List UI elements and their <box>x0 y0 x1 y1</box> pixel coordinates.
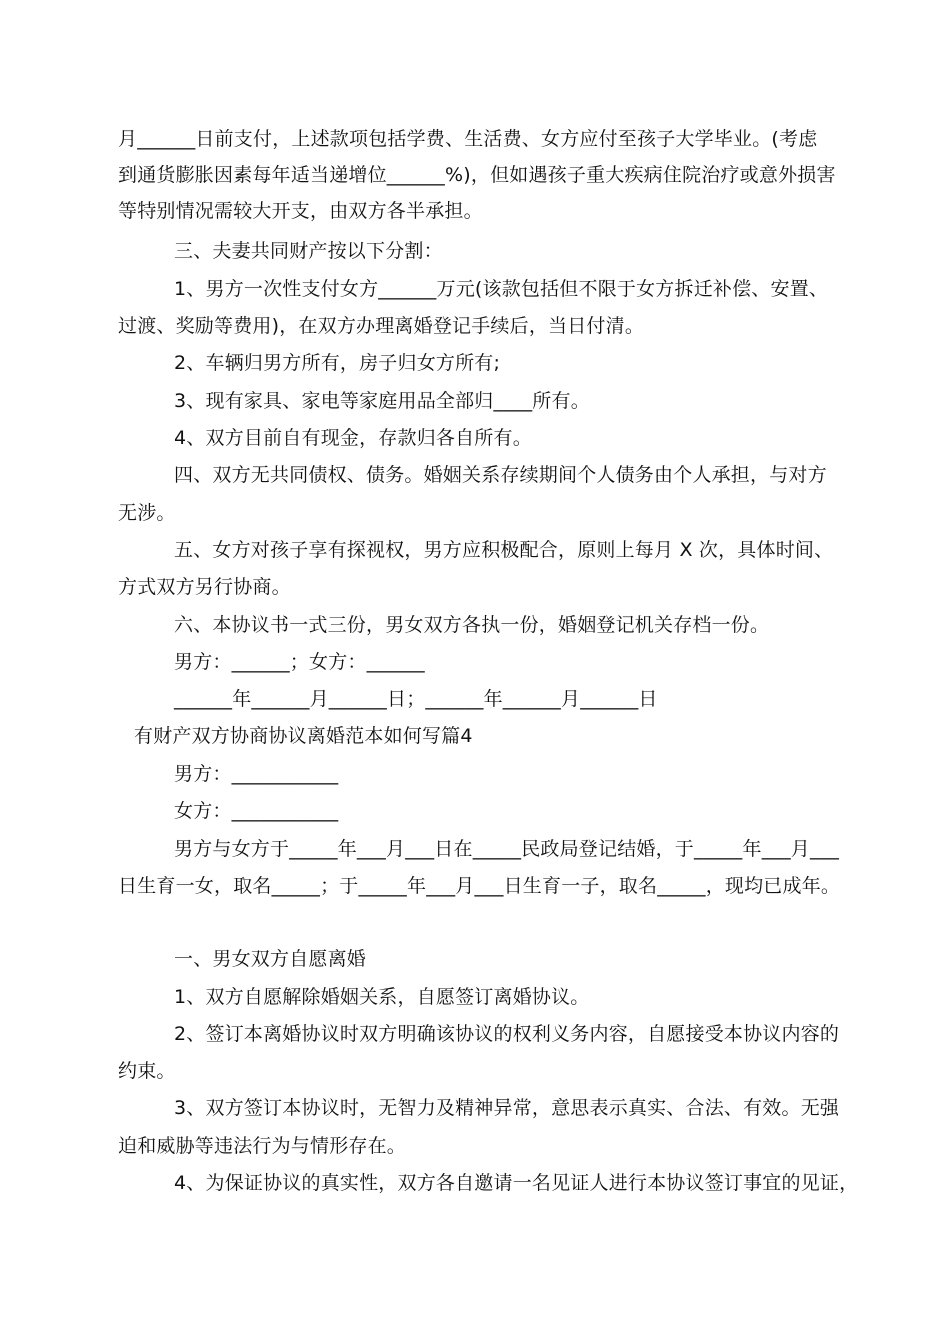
list-item: 3、双方签订本协议时，无智力及精神异常，意思表示真实、合法、有效。无强 <box>174 1097 840 1119</box>
list-item: 1、男方一次性支付女方______万元(该款包括但不限于女方拆迁补偿、安置、 <box>174 278 829 300</box>
woman-name-line: 女方：___________ <box>174 800 339 822</box>
paragraph-line: 到通货膨胀因素每年适当递增位______%)，但如遇孩子重大疾病住院治疗或意外损害 <box>118 164 836 186</box>
date-line: ______年______月______日；______年______月______日 <box>174 688 658 710</box>
section-paragraph-continuation: 方式双方另行协商。 <box>118 576 291 598</box>
list-item-continuation: 过渡、奖励等费用)，在双方办理离婚登记手续后，当日付清。 <box>118 315 645 337</box>
list-item: 4、双方目前自有现金，存款归各自所有。 <box>174 427 532 449</box>
list-item: 2、签订本离婚协议时双方明确该协议的权利义务内容，自愿接受本协议内容的 <box>174 1023 840 1045</box>
list-item: 4、为保证协议的真实性，双方各自邀请一名见证人进行本协议签订事宜的见证， <box>174 1172 859 1194</box>
paragraph-line: 月______日前支付，上述款项包括学费、生活费、女方应付至孩子大学毕业。(考虑 <box>118 128 818 150</box>
list-item-continuation: 迫和威胁等违法行为与情形存在。 <box>118 1135 407 1157</box>
list-item-continuation: 约束。 <box>118 1060 176 1082</box>
section-paragraph: 六、本协议书一式三份，男女双方各执一份，婚姻登记机关存档一份。 <box>174 614 770 636</box>
list-item: 2、车辆归男方所有，房子归女方所有; <box>174 352 501 374</box>
list-item: 1、双方自愿解除婚姻关系，自愿签订离婚协议。 <box>174 986 590 1008</box>
section-heading: 一、男女双方自愿离婚 <box>174 948 367 970</box>
signature-line: 男方：______；女方：______ <box>174 651 425 673</box>
intro-paragraph: 男方与女方于_____年___月___日在_____民政局登记结婚，于_____年___月___ <box>174 838 840 860</box>
section-paragraph: 五、女方对孩子享有探视权，男方应积极配合，原则上每月 X 次，具体时间、 <box>174 539 834 561</box>
intro-paragraph-continuation: 日生育一女，取名_____；于_____年___月___日生育一子，取名_____，现均已成年。 <box>118 875 841 897</box>
section-paragraph: 四、双方无共同债权、债务。婚姻关系存续期间个人债务由个人承担，与对方 <box>174 464 827 486</box>
paragraph-line: 等特别情况需较大开支，由双方各半承担。 <box>118 200 483 222</box>
article-title: 有财产双方协商协议离婚范本如何写篇4 <box>134 725 473 747</box>
section-heading: 三、夫妻共同财产按以下分割： <box>174 240 443 262</box>
man-name-line: 男方：___________ <box>174 763 339 785</box>
list-item: 3、现有家具、家电等家庭用品全部归____所有。 <box>174 390 590 412</box>
section-paragraph-continuation: 无涉。 <box>118 502 176 524</box>
